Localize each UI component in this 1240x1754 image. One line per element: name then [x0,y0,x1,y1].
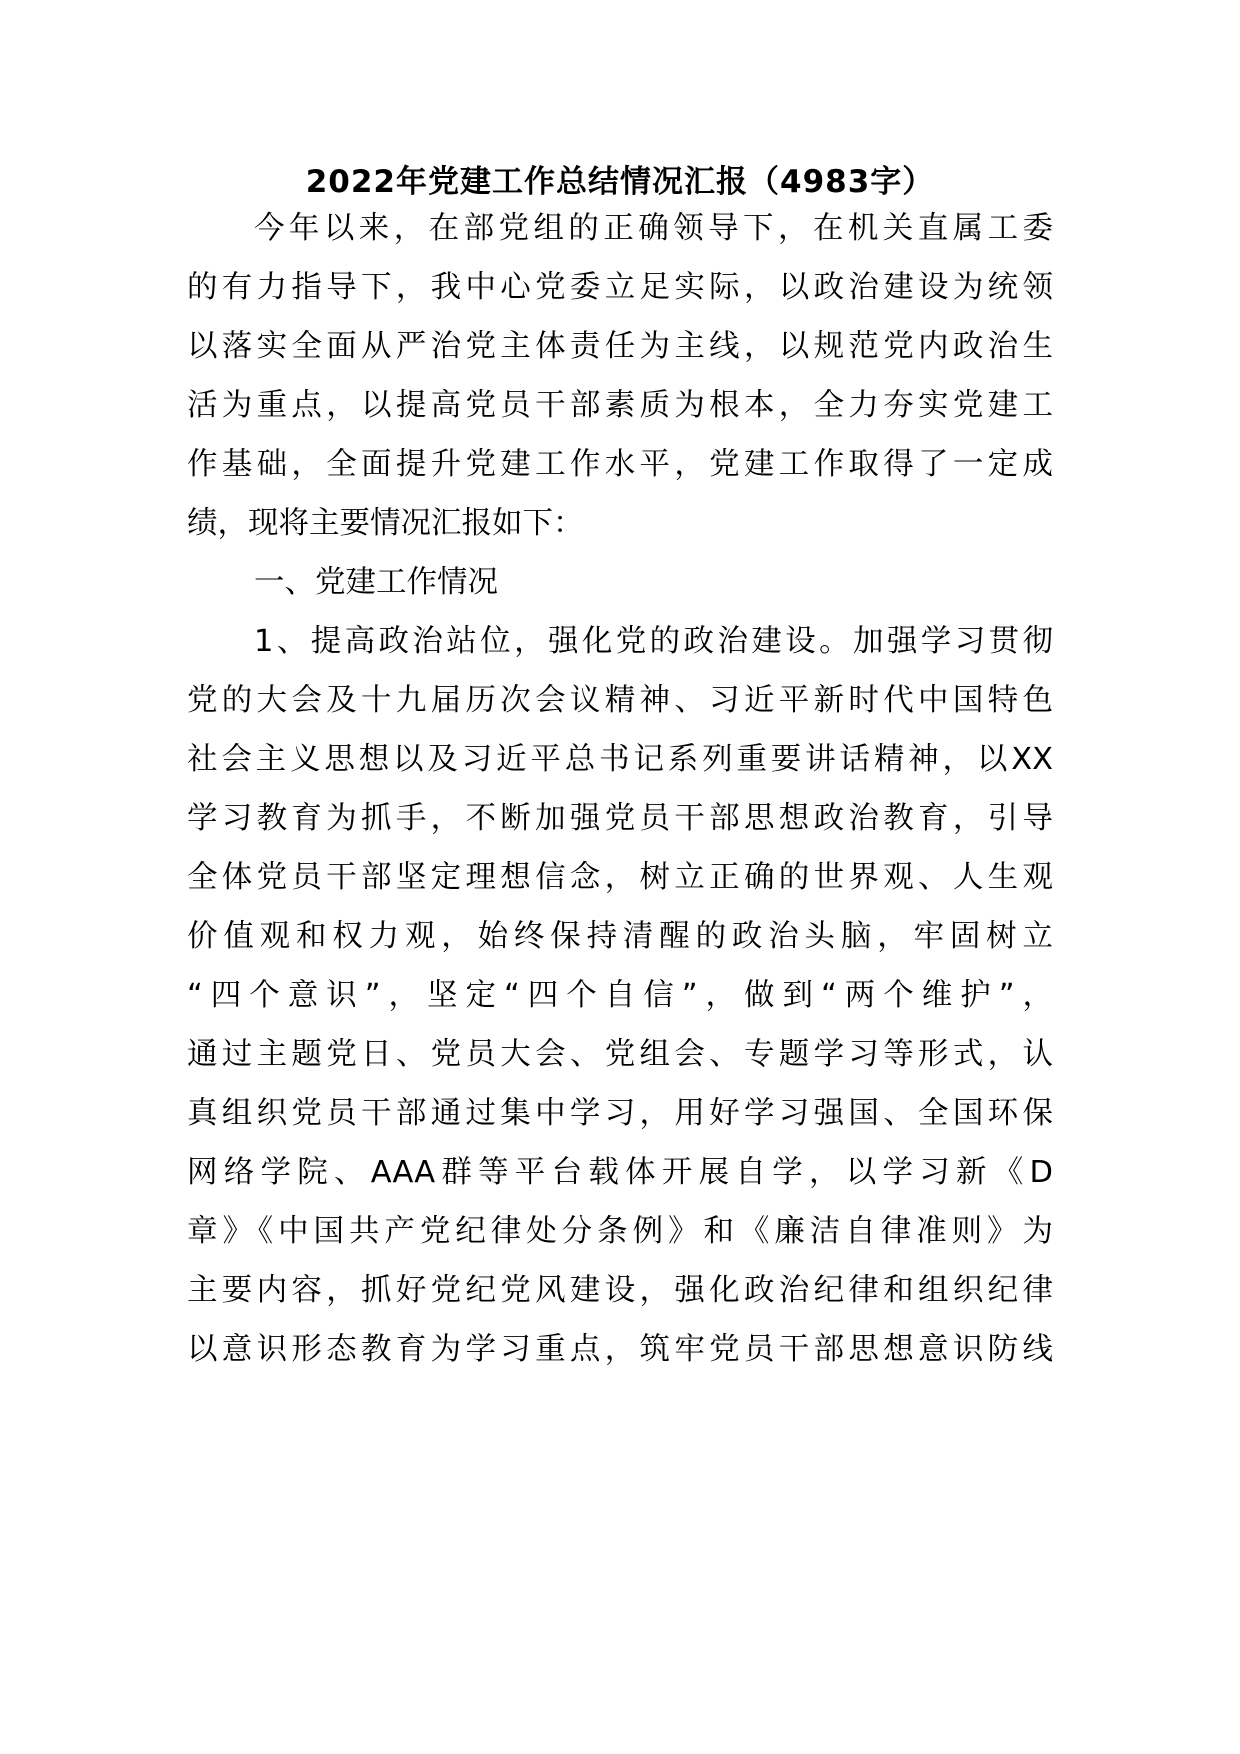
paragraph-line: 的有力指导下，我中心党委立足实际，以政治建设为统领 [187,270,1053,305]
paragraph-line: 主要内容，抓好党纪党风建设，强化政治纪律和组织纪律 [187,1273,1053,1308]
paragraph-line: 活为重点，以提高党员干部素质为根本，全力夯实党建工 [187,388,1053,423]
paragraph-line: 社会主义思想以及习近平总书记系列重要讲话精神，以XX [187,742,1053,777]
paragraph-line: 党的大会及十九届历次会议精神、习近平新时代中国特色 [187,683,1053,718]
section-heading: 一、党建工作情况 [254,565,498,600]
paragraph-line: 价值观和权力观，始终保持清醒的政治头脑，牢固树立 [187,919,1053,954]
paragraph-line: 网络学院、AAA群等平台载体开展自学，以学习新《D [187,1155,1053,1190]
paragraph-line: 全体党员干部坚定理想信念，树立正确的世界观、人生观 [187,860,1053,895]
paragraph-line: 真组织党员干部通过集中学习，用好学习强国、全国环保 [187,1096,1053,1131]
paragraph-line: 学习教育为抓手，不断加强党员干部思想政治教育，引导 [187,801,1053,836]
paragraph-line: 今年以来，在部党组的正确领导下，在机关直属工委 [254,211,1053,246]
paragraph-line: 章》《中国共产党纪律处分条例》和《廉洁自律准则》为 [187,1214,1053,1249]
paragraph-line: 通过主题党日、党员大会、党组会、专题学习等形式，认 [187,1037,1053,1072]
paragraph-line: 以意识形态教育为学习重点，筑牢党员干部思想意识防线 [187,1332,1053,1367]
document-title: 2022年党建工作总结情况汇报（4983字） [305,164,935,200]
paragraph-line: “四个意识”，坚定“四个自信”，做到“两个维护”， [187,978,1053,1013]
paragraph-line: 以落实全面从严治党主体责任为主线，以规范党内政治生 [187,329,1053,364]
paragraph-line: 1、提高政治站位，强化党的政治建设。加强学习贯彻 [254,624,1053,659]
paragraph-line: 绩，现将主要情况汇报如下： [187,506,584,541]
paragraph-line: 作基础，全面提升党建工作水平，党建工作取得了一定成 [187,447,1053,482]
